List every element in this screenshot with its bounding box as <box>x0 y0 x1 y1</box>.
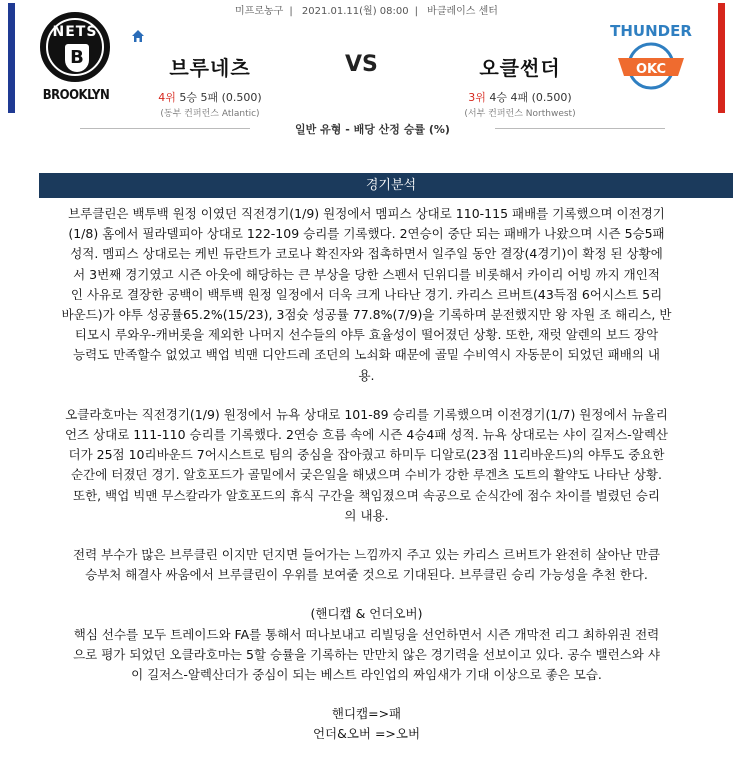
home-team-conference: (동부 컨퍼런스 Atlantic) <box>160 109 260 119</box>
analysis2-line: 오클라호마는 직전경기(1/9) 원정에서 뉴욕 상대로 101-89 승리를 기록했으며 이전경기(1/7) 원정에서 뉴올리 <box>65 406 668 422</box>
analysis2-line: 또한, 백업 빅맨 무스칼라가 알호포드의 휴식 구간을 책임졌으며 속공으로 순식간에 점수 차이를 벌렸던 승리 <box>73 487 660 503</box>
away-team-rank: 3위 <box>468 91 486 104</box>
analysis-content <box>4 204 729 745</box>
nets-logo-word: NETS <box>52 24 98 40</box>
section-title: 경기분석 <box>39 173 733 198</box>
match-meta: 미프로농구 | 2021.01.11(월) 08:00 | 바클레이스 센터 <box>235 6 498 17</box>
analysis-line: 브루클린은 백투백 원정 이였던 직전경기(1/9) 원정에서 멤피스 상대로 110-115 패배를 기록했으며 이전경기 <box>68 206 665 221</box>
prediction-line: 전력 부수가 많은 브루클린 이지만 던지면 들어가는 느낌까지 주고 있는 카리스 르버트가 완전히 살아난 만큼 <box>73 547 660 563</box>
analysis2-line: 의 내용. <box>344 507 389 523</box>
vs-label: VS <box>345 52 378 77</box>
away-team-wl: 4승 4패 (0.500) <box>489 91 572 104</box>
away-team-conference: (서부 컨퍼런스 Northwest) <box>464 109 576 119</box>
nets-logo-city: BROOKLYN <box>42 88 110 103</box>
analysis-line: 성적. 멤피스 상대로는 케빈 듀란트가 코로나 확진자와 접촉하면서 일주일 동안 결장(4경기)이 확정 된 상황에 <box>70 246 663 262</box>
analysis-line: 바운드)가 야투 성공률65.2%(15/23), 3점슛 성공률 77.8%(7/9)을 기록하며 분전했지만 왕 자원 조 해리스, 반 <box>61 307 672 323</box>
thunder-logo-word: THUNDER <box>610 22 692 40</box>
away-team-record <box>455 89 585 105</box>
left-accent-bar <box>8 3 15 113</box>
analysis2-line: 더가 25점 10리바운드 7어시스트로 팀의 중심을 잡아줬고 하미두 디알로(23점 11리바운드)의 야투도 중요한 <box>68 447 665 463</box>
analysis2-line: 순간에 터졌던 경기. 알호포드가 골밑에서 궂은일을 해냈으며 수비가 강한 루겐츠 도트의 활약도 나타난 상황. <box>71 467 662 483</box>
thunder-logo <box>604 14 698 104</box>
handicap-line: 이 길저스-알렉산더가 중심이 되는 베스트 라인업의 짜임새가 기대 이상으로 좋은 모습. <box>131 667 602 683</box>
picks <box>4 704 729 744</box>
away-team <box>455 52 585 119</box>
venue-label: 바클레이스 센터 <box>427 6 498 17</box>
match-datetime: 2021.01.11(월) 08:00 <box>301 6 409 17</box>
analysis-line: 티모시 루와우-캐버롯을 제외한 나머지 선수들의 야투 효율성이 떨어졌던 상황. 또한, 재럿 알렌의 보드 장악 <box>74 327 659 343</box>
away-team-name[interactable]: 오클썬더 <box>479 56 561 80</box>
analysis-line: 능력도 만족할수 없었고 백업 빅맨 디안드레 조던의 노쇠화 때문에 골밑 수비역시 자동문이 되었던 패배의 내 <box>73 347 660 363</box>
analysis-line: 서 3번째 경기였고 시즌 아웃에 해당하는 큰 부상을 당한 스펜서 딘위디를 비롯해서 카이리 어빙 까지 개인적 <box>73 266 660 282</box>
prediction-line: 승부처 해결사 싸움에서 브루클린이 우위를 보여줄 것으로 기대된다. 브루클린 승리 가능성을 추천 한다. <box>85 567 648 583</box>
prediction <box>4 545 729 585</box>
home-team <box>150 52 270 119</box>
right-accent-bar <box>718 3 725 113</box>
league-label: 미프로농구 <box>235 6 284 17</box>
away-analysis <box>4 405 729 526</box>
handicap-analysis <box>4 625 729 686</box>
type-bar <box>80 118 665 138</box>
nets-logo-letter: B <box>65 44 89 72</box>
analysis2-line: 언즈 상대로 111-110 승리를 기록했다. 2연승 흐름 속에 시즌 4승4패 성적. 뉴욕 상대로는 샤이 길저스-알렉산 <box>64 427 669 443</box>
home-team-record <box>150 89 270 105</box>
home-team-wl: 5승 5패 (0.500) <box>179 91 262 104</box>
handicap-line: 핵심 선수를 모두 트레이드와 FA를 통해서 떠나보내고 리빌딩을 선언하면서 시즌 개막전 리그 최하위권 전력 <box>73 626 660 642</box>
home-team-rank: 4위 <box>158 91 176 104</box>
type-label: 일반 유형 - 배당 산정 승률 (%) <box>295 123 450 136</box>
handicap-title: (핸디캡 & 언더오버) <box>310 606 423 622</box>
home-icon[interactable] <box>131 29 145 43</box>
analysis-line: 용. <box>358 367 375 383</box>
pick-overunder: 언더&오버 =>오버 <box>312 726 421 742</box>
analysis-line: 인 사유로 결장한 공백이 백투백 원정 일정에서 더욱 크게 나타난 경기. 카리스 르버트(43득점 6어시스트 5리 <box>70 286 663 302</box>
thunder-logo-letter: OKC <box>635 62 667 77</box>
pick-handicap: 핸디캡=>패 <box>331 706 402 722</box>
analysis-line: (1/8) 홈에서 필라델피아 상대로 122-109 승리를 기록했다. 2연승이 중단 되는 패배가 나왔으며 시즌 5승5패 <box>68 226 665 242</box>
home-team-name[interactable]: 브루네츠 <box>169 56 251 80</box>
nets-logo <box>40 12 112 108</box>
handicap-line: 으로 평가 되었던 오클라호마는 5할 승률을 기록하는 만만치 않은 경기력을 선보이고 있다. 공수 밸런스와 샤 <box>73 646 660 662</box>
home-analysis <box>4 204 729 386</box>
